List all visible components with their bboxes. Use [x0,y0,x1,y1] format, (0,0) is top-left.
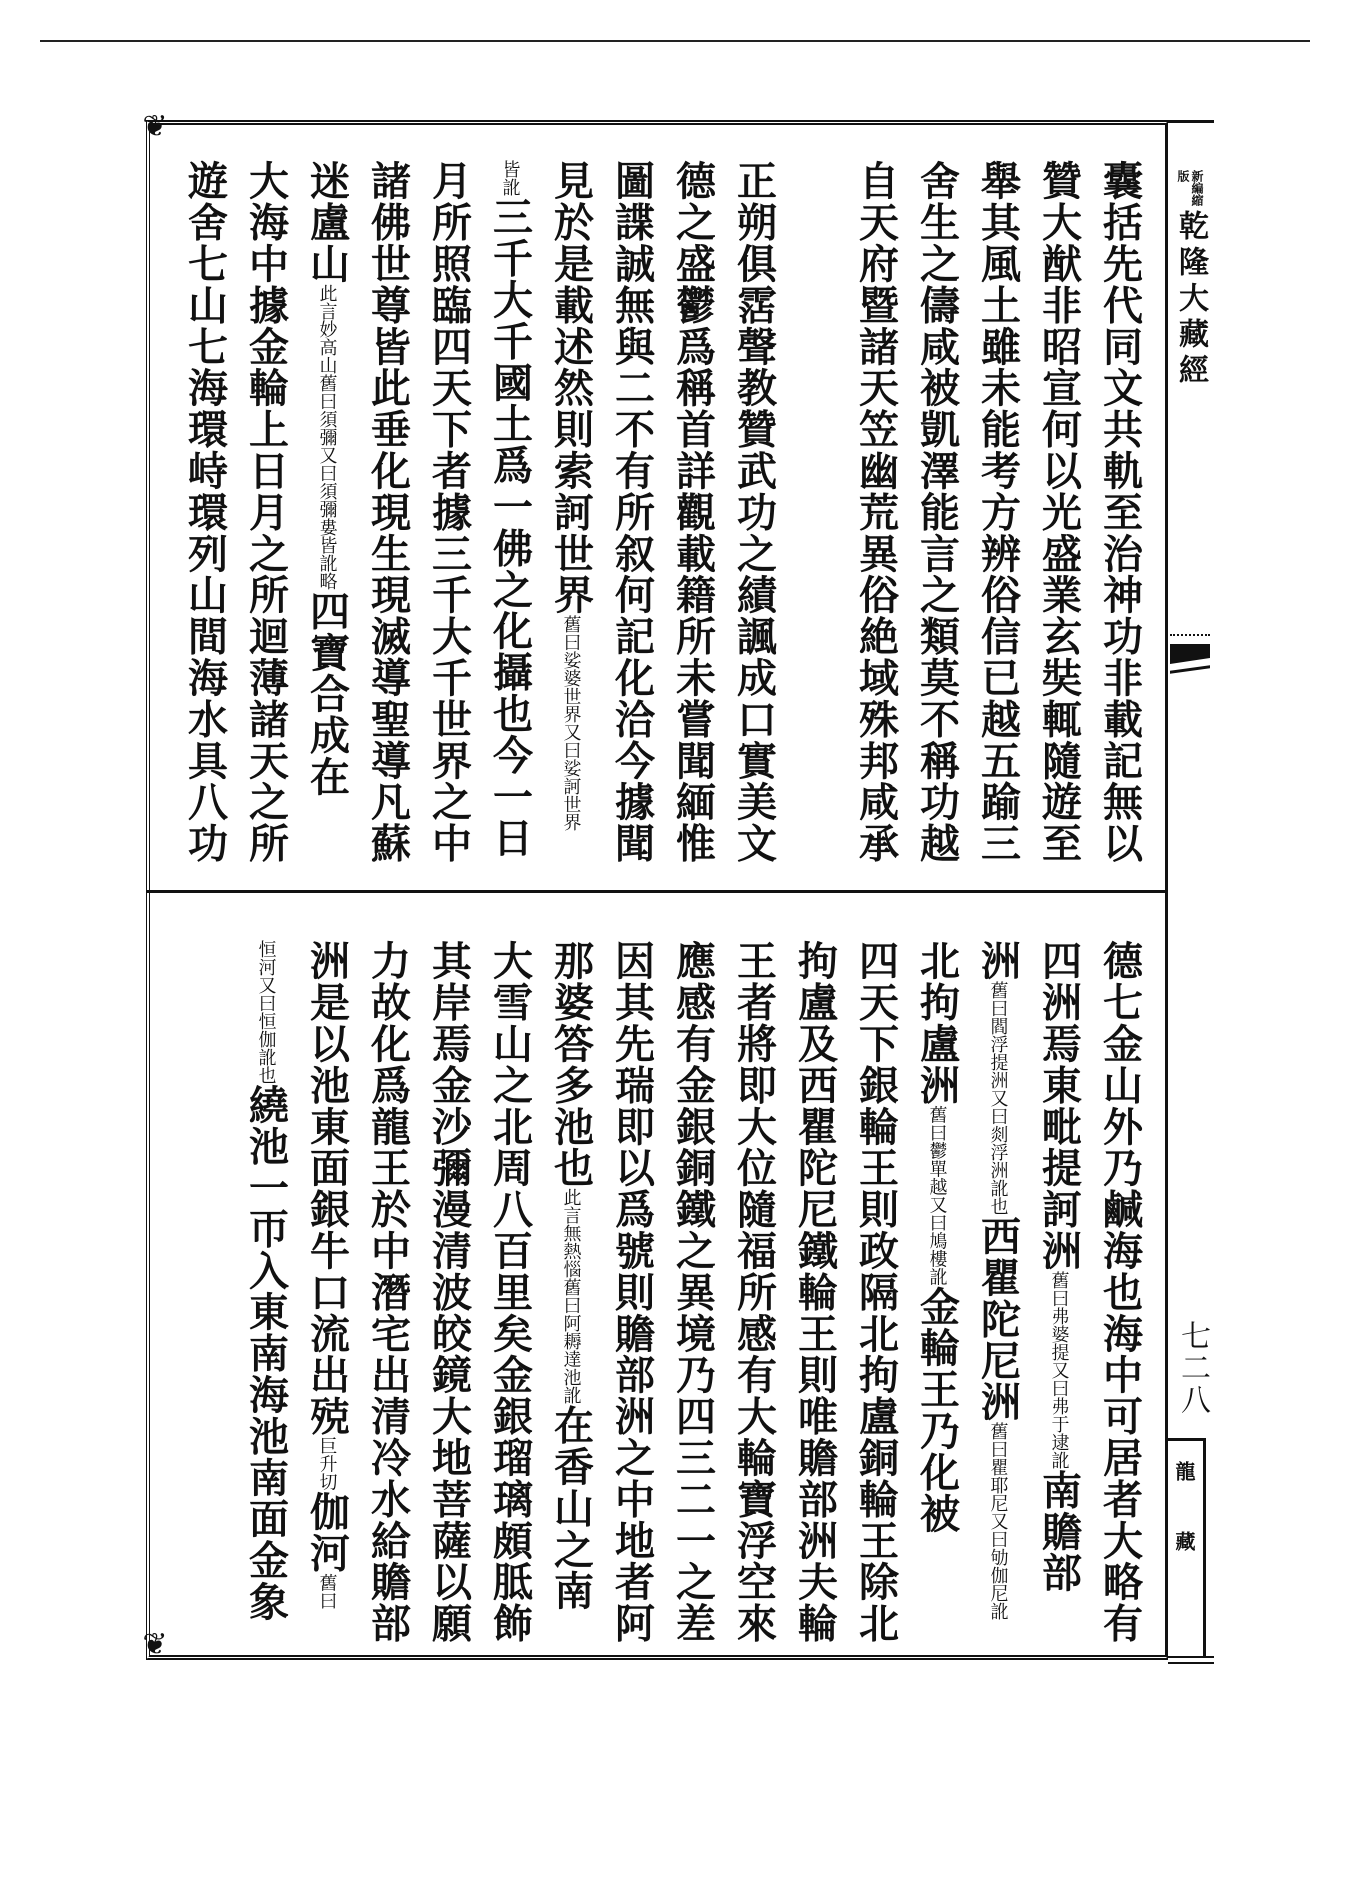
text-column: 力故化爲龍王於中潛宅出清冷水給贍部 [364,940,412,1644]
text-column: 四洲焉東毗提訶洲舊曰弗婆提又曰弗于逮訛南贍部 [1035,940,1083,1594]
text-column: 四天下銀輪王則政隔北拘盧銅輪王除北 [852,940,900,1644]
annotation: 舊曰瞿耶尼又曰劬伽尼訛 [987,1422,1009,1621]
lower-text-block [170,940,1150,1650]
text-column: 恒河又曰恒伽訛也繞池一帀入東南海池南面金象 [242,940,290,1623]
text-column: 舉其風土雖未能考方辨俗信已越五踰三 [974,160,1022,864]
text-column: 迷盧山此言妙高山舊曰須彌又曰須彌婁皆訛略四寶合成在 [303,160,351,798]
page-number: 七二八 [1175,1320,1210,1416]
upper-text-block [170,160,1150,880]
text-column: 見於是載述然則索訶世界舊曰娑婆世界又曰娑訶世界 [547,160,595,832]
text-column: 應感有金銀銅鐵之異境乃四三二一之差 [669,940,717,1644]
text-column: 皆訛三千大千國土爲一佛之化攝也今一日 [486,160,534,859]
text-column: 大海中據金輪上日月之所迴薄諸天之所 [242,160,290,864]
text-column: 因其先瑞即以爲號則贍部洲之中地者阿 [608,940,656,1644]
text-column: 拘盧及西瞿陀尼鐵輪王則唯贍部洲夫輪 [791,940,839,1644]
annotation: 舊曰閻浮提洲又曰剡浮洲訛也 [987,981,1009,1216]
annotation: 舊曰鬱單越又曰鳩樓訛 [926,1105,948,1286]
text-column: 贊大猷非昭宣何以光盛業玄奘輒隨遊至 [1035,160,1083,864]
text-column: 囊括先代同文共軌至治神功非載記無以 [1096,160,1144,864]
annotation: 舊曰弗婆提又曰弗于逮訛 [1048,1271,1070,1470]
fishtail-mark-icon [1170,634,1210,671]
text-column: 諸佛世尊皆此垂化現生現滅導聖導凡蘇 [364,160,412,864]
text-column: 北拘盧洲舊曰鬱單越又曰鳩樓訛金輪王乃化被 [913,940,961,1535]
text-column: 其岸焉金沙彌漫清波皎鏡大地菩薩以願 [425,940,473,1644]
text-column: 月所照臨四天下者據三千大千世界之中 [425,160,473,864]
text-column: 洲舊曰閻浮提洲又曰剡浮洲訛也西瞿陀尼洲舊曰瞿耶尼又曰劬伽尼訛 [974,940,1022,1621]
text-column: 遊舍七山七海環峙環列山間海水具八功 [181,160,229,864]
text-column: 正朔俱霑聲教贊武功之績諷成口實美文 [730,160,778,864]
annotation: 巨升切 [316,1436,338,1491]
annotation: 舊曰 [316,1573,338,1610]
annotation: 舊曰娑婆世界又曰娑訶世界 [560,615,582,832]
text-column: 洲是以池東面銀牛口流出殑巨升切伽河舊曰 [303,940,351,1610]
margin-top-rule [1168,120,1214,123]
annotation: 皆訛 [499,160,521,196]
text-column: 圖諜誠無與二不有所叙何記化洽今據聞 [608,160,656,864]
edition-box: 龍藏 [1168,1438,1206,1658]
margin-title [1168,170,1212,390]
annotation: 此言無熱惱舊曰阿耨達池訛 [560,1188,582,1405]
edition-tag: 新編縮版 [1176,170,1204,206]
corner-ornament-icon: ❦ [142,109,168,144]
collection-title: 乾隆大藏經 [1173,210,1208,390]
annotation: 此言妙高山舊曰須彌又曰須彌婁皆訛略 [316,284,338,591]
text-column: 那婆答多池也此言無熱惱舊曰阿耨達池訛在香山之南 [547,940,595,1612]
text-column: 舍生之儔咸被凱澤能言之類莫不稱功越 [913,160,961,864]
corner-ornament-icon: ❦ [142,1627,168,1662]
text-column: 大雪山之北周八百里矣金銀瑠璃頗胝飾 [486,940,534,1644]
text-column: 德之盛鬱爲稱首詳觀載籍所未嘗聞緬惟 [669,160,717,864]
text-column: 德七金山外乃鹹海也海中可居者大略有 [1096,940,1144,1644]
page-top-rule [40,40,1310,42]
text-column: 自天府暨諸天笠幽荒異俗絶域殊邦咸承 [852,160,900,864]
text-column: 王者將即大位隨福所感有大輪寶浮空來 [730,940,778,1644]
blank-column [785,160,845,880]
half-page-divider [146,890,1168,893]
annotation: 恒河又曰恒伽訛也 [255,940,277,1084]
